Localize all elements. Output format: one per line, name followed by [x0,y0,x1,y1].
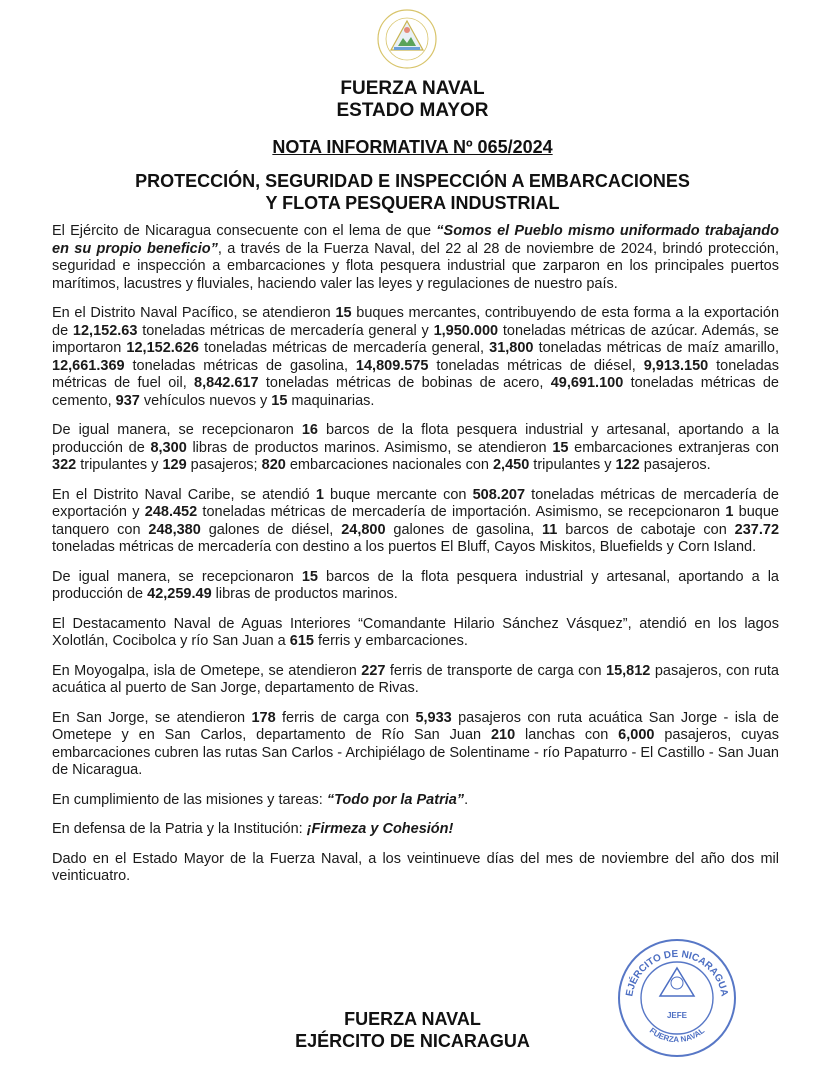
nota-informativa-number [0,136,825,158]
paragraph-dated: Dado en el Estado Mayor de la Fuerza Naval, a los veintinueve días del mes de noviembre del año dos mil veinticuatro. [52,850,779,884]
paragraph-san-jorge: En San Jorge, se atendieron 178 ferris de carga con 5,933 pasajeros con ruta acuática San Jorge - isla de Ometepe y en San Carlos, departamento de Río San Juan 210 lanchas con 6,000 pasajeros, cuyas embarcaciones cubren las rutas San Carlos - Archipiélago de Solentiname - río Papaturro - El Castillo - San Juan de Nicaragua. [52,709,779,778]
paragraph-defense: En defensa de la Patria y la Institución: ¡Firmeza y Cohesión! [52,821,454,837]
paragraph-interior-waters: El Destacamento Naval de Aguas Interiores “Comandante Hilario Sánchez Vásquez”, atendió en los lagos Xolotlán, Cocibolca y río San Juan a 615 ferris y embarcaciones. [52,615,779,649]
signoff-ejercito: EJÉRCITO DE NICARAGUA [295,1031,530,1051]
stamp-text-middle: JEFE [666,1011,688,1020]
paragraph-mission: En cumplimiento de las misiones y tareas: “Todo por la Patria”. [52,791,469,808]
stamp-text-bottom: FUERZA NAVAL [647,1026,707,1045]
motto-firmeza-cohesion: ¡Firmeza y Cohesión! [306,821,454,837]
svg-text:FUERZA NAVAL [648,1026,706,1044]
motto-quote: “Somos el Pueblo mismo uniformado trabajando en su propio beneficio” [52,223,779,257]
paragraph-caribbean-fishing: De igual manera, se recepcionaron 15 barcos de la flota pesquera industrial y artesanal, aportando a la producción de 42,259.49 libras de productos marinos. [52,568,779,602]
paragraph-intro: El Ejército de Nicaragua consecuente con el lema de que “Somos el Pueblo mismo uniformado trabajando en su propio beneficio”, a través de la Fuerza Naval, del 22 al 28 de noviembre de 2024, brindó protección, seguridad e inspección a embarcaciones y flota pesquera industrial que zarparon en los principales puertos marítimos, lacustres y fluviales, haciendo valer las leyes y regulaciones de nuestro país. [52,223,779,292]
svg-text:EJÉRCITO DE NICARAGUA [624,949,729,997]
nicaragua-coat-of-arms-emblem [376,8,438,70]
stamp-text-top: EJÉRCITO DE NICARAGUA [624,948,730,998]
nota-informativa-text: NOTA INFORMATIVA Nº 065/2024 [272,137,553,157]
document-title-line-1: PROTECCIÓN, SEGURIDAD E INSPECCIÓN A EMBARCACIONES [135,171,690,191]
paragraph-pacific-fishing: De igual manera, se recepcionaron 16 barcos de la flota pesquera industrial y artesanal, aportando a la producción de 8,300 libras de productos marinos. Asimismo, se atendieron 15 embarcaciones extranjeras con 322 tripulantes y 129 pasajeros; 820 embarcaciones nacionales con 2,450 tripulantes y 122 pasajeros. [52,422,779,473]
official-stamp-seal [612,936,742,1060]
header-estado-mayor: ESTADO MAYOR [336,100,489,121]
document-body [52,223,779,898]
paragraph-moyogalpa: En Moyogalpa, isla de Ometepe, se atendieron 227 ferris de transporte de carga con 15,812 pasajeros, con ruta acuática al puerto de San Jorge, departamento de Rivas. [52,662,779,696]
document-title-line-2: Y FLOTA PESQUERA INDUSTRIAL [265,193,560,213]
motto-todo-por-la-patria: “Todo por la Patria” [326,791,465,808]
signoff-fuerza-naval: FUERZA NAVAL [344,1009,481,1029]
paragraph-pacific: En el Distrito Naval Pacífico, se atendieron 15 buques mercantes, contribuyendo de esta forma a la exportación de 12,152.63 toneladas métricas de mercadería general y 1,950.000 toneladas métricas de azúcar. Además, se importaron 12,152.626 toneladas métricas de mercadería general, 31,800 toneladas métricas de maíz amarillo, 12,661.369 toneladas métricas de gasolina, 14,809.575 toneladas métricas de diésel, 9,913.150 toneladas métricas de fuel oil, 8,842.617 toneladas métricas de bobinas de acero, 49,691.100 toneladas métricas de cemento, 937 vehículos nuevos y 15 maquinarias. [52,305,780,409]
header-fuerza-naval: FUERZA NAVAL [340,78,485,99]
paragraph-caribbean: En el Distrito Naval Caribe, se atendió 1 buque mercante con 508.207 toneladas métricas de mercadería de exportación y 248.452 toneladas métricas de mercadería de importación. Asimismo, se recepcionaron 1 buque tanquero con 248,380 galones de diésel, 24,800 galones de gasolina, 11 barcos de cabotaje con 237.72 toneladas métricas de mercadería con destino a los puertos El Bluff, Cayos Miskitos, Bluefields y Corn Island. [52,486,780,555]
